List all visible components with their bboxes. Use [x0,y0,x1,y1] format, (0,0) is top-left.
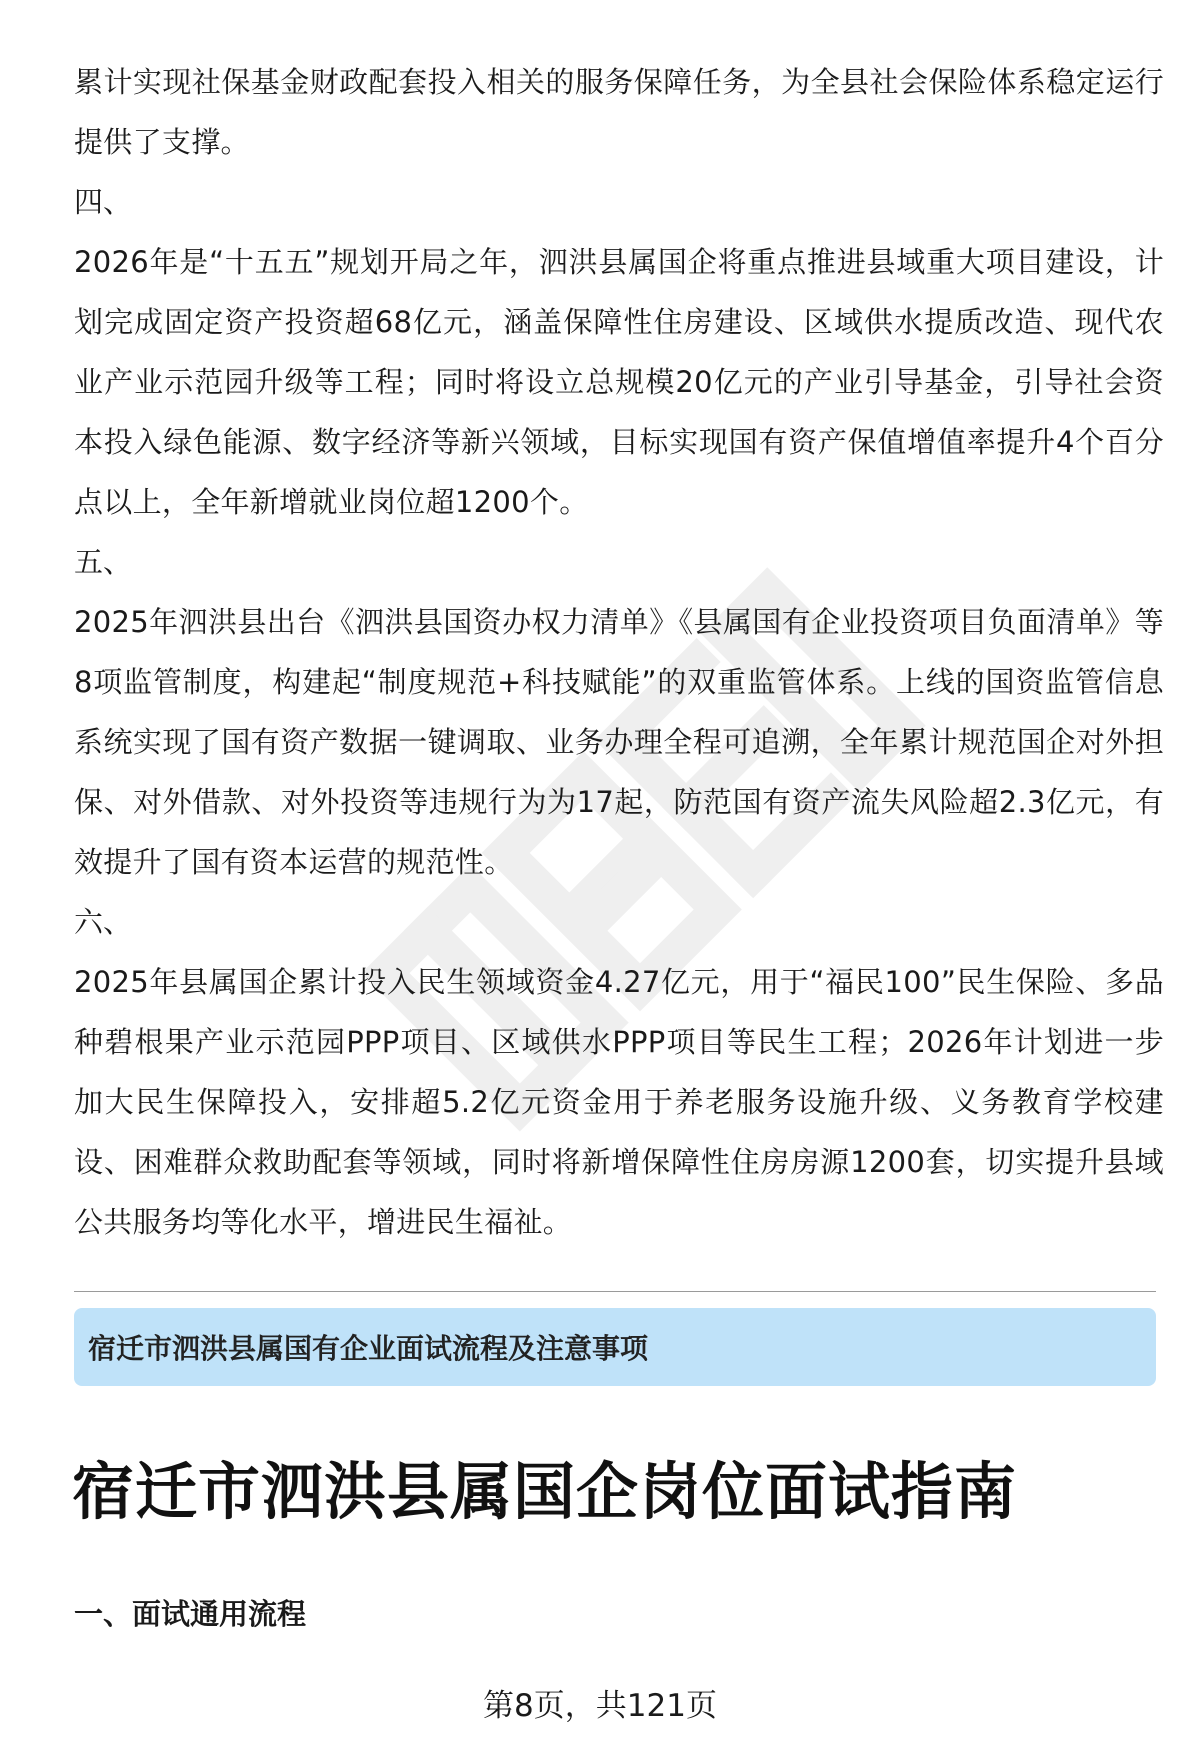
paragraph-investment-plan: 2026年是“十五五”规划开局之年，泗洪县属国企将重点推进县域重大项目建设，计划完成固定资产投资超68亿元，涵盖保障性住房建设、区域供水提质改造、现代农业产业示范园升级等工程；同时将设立总规模20亿元的产业引导基金，引导社会资本投入绿色能源、数字经济等新兴领域，目标实现国有资产保值增值率提升4个百分点以上，全年新增就业岗位超1200个。 [74,245,1164,519]
paragraph-social-security-tail: 累计实现社保基金财政配套投入相关的服务保障任务，为全县社会保险体系稳定运行提供了支撑。 [74,65,1164,159]
section-divider [74,1291,1156,1292]
section-number-five: 五、 [74,545,133,579]
paragraph-livelihood-investment: 2025年县属国企累计投入民生领域资金4.27亿元，用于“福民100”民生保险、多品种碧根果产业示范园PPP项目、区域供水PPP项目等民生工程；2026年计划进一步加大民生保障投入，安排超5.2亿元资金用于养老服务设施升级、义务教育学校建设、困难群众救助配套等领域，同时将新增保障性住房房源1200套，切实提升县域公共服务均等化水平，增进民生福祉。 [74,965,1164,1239]
sub-heading-interview-process: 一、面试通用流程 [74,1597,307,1631]
banner-title: 宿迁市泗洪县属国有企业面试流程及注意事项 [88,1332,649,1365]
section-number-six: 六、 [74,905,133,939]
page-title: 宿迁市泗洪县属国企岗位面试指南 [72,1455,1018,1528]
paragraph-supervision-system: 2025年泗洪县出台《泗洪县国资办权力清单》《县属国有企业投资项目负面清单》等8项监管制度，构建起“制度规范+科技赋能”的双重监管体系。上线的国资监管信息系统实现了国有资产数据一键调取、业务办理全程可追溯，全年累计规范国企对外担保、对外借款、对外投资等违规行为为17起，防范国有资产流失风险超2.3亿元，有效提升了国有资本运营的规范性。 [74,605,1164,879]
section-number-four: 四、 [74,185,133,219]
document-body [74,52,1164,1252]
section-banner [74,1308,1156,1386]
page-number: 第8页，共121页 [483,1688,717,1724]
